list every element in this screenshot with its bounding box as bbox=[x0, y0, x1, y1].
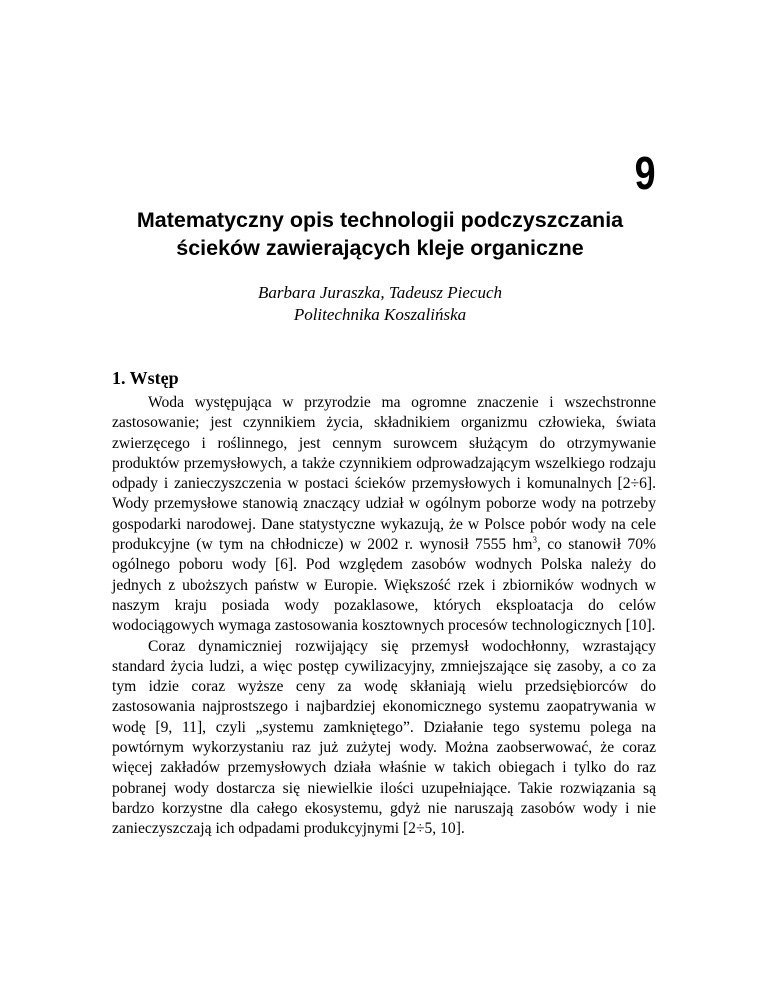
author-affiliation: Politechnika Koszalińska bbox=[293, 305, 467, 324]
superscript-exponent: 3 bbox=[532, 535, 537, 546]
authors-block bbox=[180, 282, 580, 326]
paragraph-1-text-a: Woda występująca w przyrodzie ma ogromne znaczenie i wszechstronne zastosowanie; jest czynnikiem życia, składnikiem organizmu człowieka, świata zwierzęcego i roślinnego, jest cennym surowcem służącym do otrzymywanie produktów przemysłowych, a także czynnikiem odprowadzającym wszelkiego rodzaju odpady i zanieczyszczenia w postaci ścieków przemysłowych i komunalnych [2÷6]. Wody przemysłowe stanowią znaczący udział w ogólnym poborze wody na potrzeby gospodarki narodowej. Dane statystyczne wykazują, że w Polsce pobór wody na cele produkcyjne (w tym na chłodnicze) w 2002 r. wynosił 7555 hm bbox=[112, 394, 656, 554]
chapter-number: 9 bbox=[635, 147, 656, 199]
paragraph-1 bbox=[112, 393, 656, 637]
paragraph-1-text-b: , co stanowił 70% ogólnego poboru wody [6]. Pod względem zasobów wodnych Polska należy do jednych z uboższych państw w Europie. Większość rzek i zbiorników wodnych w naszym kraju posiada wody pozaklasowe, których eksploatacja do celów wodociągowych wymaga zastosowania kosztownych procesów technologicznych [10]. bbox=[112, 536, 656, 635]
chapter-title-line-2: ścieków zawierających kleje organiczne bbox=[176, 236, 584, 260]
section-heading: 1. Wstęp bbox=[112, 368, 179, 388]
paragraph-2: Coraz dynamiczniej rozwijający się przemysł wodochłonny, wzrastający standard życia ludzi, a więc postęp cywilizacyjny, zmniejszające się zasoby, a co za tym idzie coraz wyższe ceny za wodę skłaniają wielu przedsiębiorców do zastosowania najprostszego i najbardziej ekonomicznego systemu zaopatrywania w wodę [9, 11], czyli „systemu zamkniętego”. Działanie tego systemu polega na powtórnym wykorzystaniu raz już zużytej wody. Można zaobserwować, że coraz więcej zakładów przemysłowych działa właśnie w takich obiegach i tylko do raz pobranej wody dostarcza się niewielkie ilości uzupełniające. Takie rozwiązania są bardzo korzystne dla całego ekosystemu, gdyż nie naruszają zasobów wody i nie zanieczyszczają ich odpadami produkcyjnymi [2÷5, 10]. bbox=[112, 637, 656, 838]
chapter-title bbox=[80, 206, 680, 262]
author-names: Barbara Juraszka, Tadeusz Piecuch bbox=[258, 283, 502, 302]
section-body bbox=[112, 393, 656, 840]
chapter-title-line-1: Matematyczny opis technologii podczyszczania bbox=[136, 208, 624, 232]
